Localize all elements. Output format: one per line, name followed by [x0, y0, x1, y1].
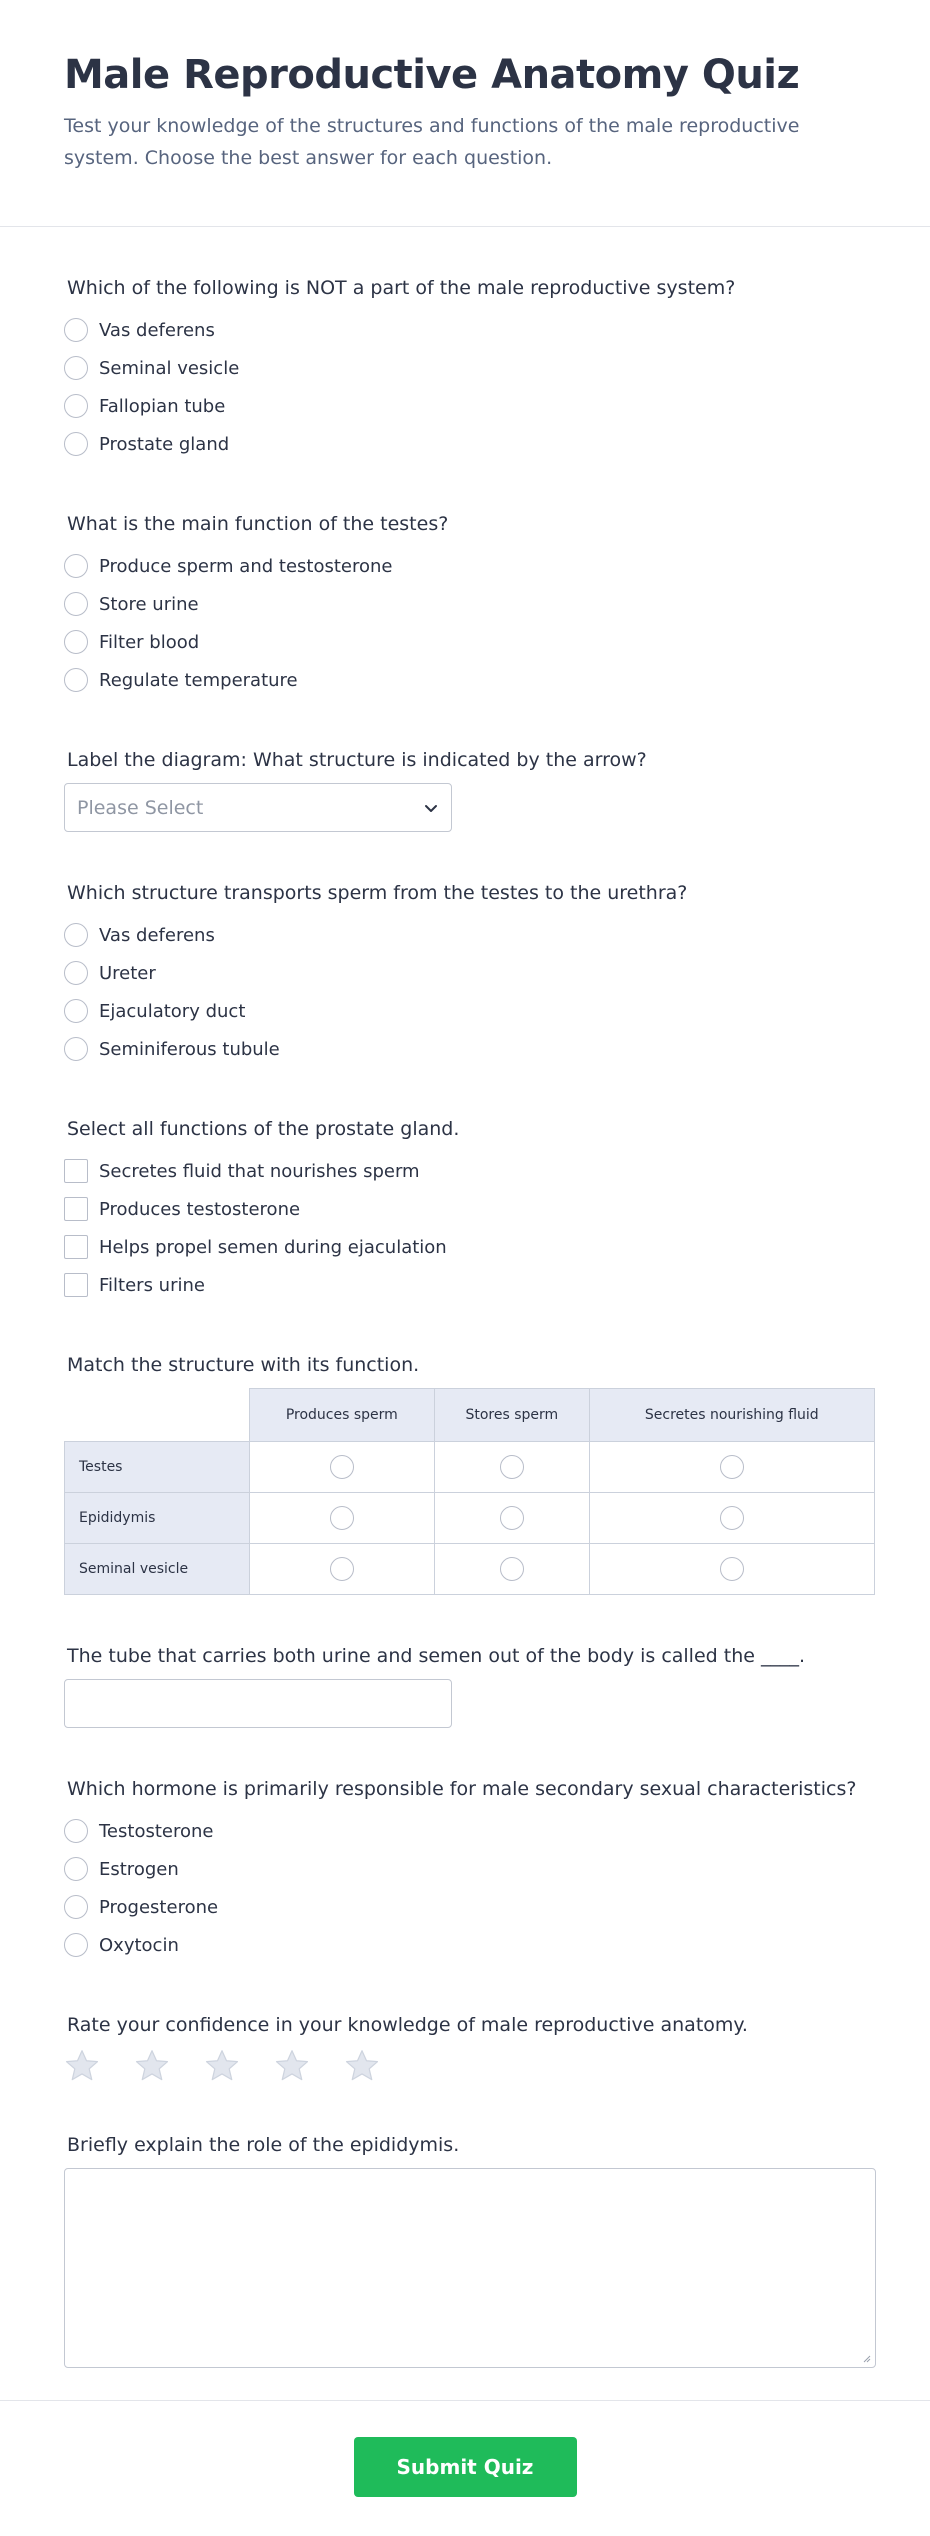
question-7: [64, 1595, 866, 1728]
question-label: The tube that carries both urine and semen out of the body is called the ____.: [67, 1645, 806, 1667]
page-title: Male Reproductive Anatomy Quiz: [64, 52, 800, 98]
form-header: [0, 0, 930, 227]
question-label: Match the structure with its function.: [67, 1354, 420, 1376]
option-label: Helps propel semen during ejaculation: [99, 1236, 447, 1258]
chevron-down-icon: [423, 800, 439, 816]
radio-button[interactable]: [64, 668, 88, 692]
radio-button[interactable]: [64, 1037, 88, 1061]
option-label: Secretes fluid that nourishes sperm: [99, 1160, 420, 1182]
radio-button[interactable]: [64, 394, 88, 418]
matrix-row: [65, 1493, 875, 1544]
option-label: Seminiferous tubule: [99, 1038, 280, 1060]
matrix-radio[interactable]: [500, 1557, 524, 1581]
option-label: Ejaculatory duct: [99, 1000, 246, 1022]
matrix-radio[interactable]: [720, 1455, 744, 1479]
radio-option[interactable]: [64, 349, 866, 387]
option-label: Estrogen: [99, 1858, 179, 1880]
question-label: Briefly explain the role of the epididymis.: [67, 2134, 460, 2156]
star-rating: [64, 2048, 866, 2084]
matrix-row-label: Testes: [65, 1442, 250, 1493]
radio-button[interactable]: [64, 1857, 88, 1881]
option-label: Store urine: [99, 593, 199, 615]
matrix-radio[interactable]: [330, 1455, 354, 1479]
question-label: Which structure transports sperm from the testes to the urethra?: [67, 882, 688, 904]
matrix-row: [65, 1544, 875, 1595]
option-label: Oxytocin: [99, 1934, 179, 1956]
matrix-radio[interactable]: [720, 1506, 744, 1530]
radio-option[interactable]: [64, 1812, 866, 1850]
option-label: Testosterone: [99, 1820, 214, 1842]
radio-button[interactable]: [64, 1933, 88, 1957]
radio-option[interactable]: [64, 1850, 866, 1888]
option-label: Ureter: [99, 962, 156, 984]
question-2: [64, 463, 866, 699]
radio-button[interactable]: [64, 999, 88, 1023]
radio-button[interactable]: [64, 630, 88, 654]
checkbox[interactable]: [64, 1159, 88, 1183]
radio-option[interactable]: [64, 585, 866, 623]
resize-grip-icon[interactable]: [861, 2353, 871, 2363]
radio-button[interactable]: [64, 923, 88, 947]
star-icon[interactable]: [274, 2048, 310, 2084]
matrix-corner: [65, 1389, 250, 1442]
form-footer: [0, 2400, 930, 2497]
question-label: What is the main function of the testes?: [67, 513, 449, 535]
question-label: Which of the following is NOT a part of the male reproductive system?: [67, 277, 736, 299]
radio-option[interactable]: [64, 387, 866, 425]
matrix-radio[interactable]: [330, 1557, 354, 1581]
radio-button[interactable]: [64, 356, 88, 380]
question-label: Rate your confidence in your knowledge of male reproductive anatomy.: [67, 2014, 748, 2036]
question-9: [64, 1964, 866, 2084]
radio-option[interactable]: [64, 954, 866, 992]
option-label: Vas deferens: [99, 924, 215, 946]
radio-option[interactable]: [64, 1030, 866, 1068]
matrix-column-header: Produces sperm: [249, 1389, 435, 1442]
structure-dropdown[interactable]: [64, 783, 452, 832]
submit-button[interactable]: Submit Quiz: [354, 2437, 577, 2497]
checkbox[interactable]: [64, 1273, 88, 1297]
matrix-row-label: Epididymis: [65, 1493, 250, 1544]
checkbox[interactable]: [64, 1197, 88, 1221]
radio-button[interactable]: [64, 432, 88, 456]
question-3: [64, 699, 866, 832]
matrix-radio[interactable]: [500, 1455, 524, 1479]
option-label: Progesterone: [99, 1896, 219, 1918]
option-label: Fallopian tube: [99, 395, 226, 417]
radio-option[interactable]: [64, 1926, 866, 1964]
matrix-radio[interactable]: [330, 1506, 354, 1530]
matrix-column-header: Stores sperm: [435, 1389, 589, 1442]
radio-button[interactable]: [64, 554, 88, 578]
matrix-row: [65, 1442, 875, 1493]
star-icon[interactable]: [204, 2048, 240, 2084]
star-icon[interactable]: [134, 2048, 170, 2084]
question-6: [64, 1304, 866, 1595]
star-icon[interactable]: [344, 2048, 380, 2084]
option-label: Produces testosterone: [99, 1198, 301, 1220]
radio-option[interactable]: [64, 425, 866, 463]
option-label: Prostate gland: [99, 433, 230, 455]
matrix-row-label: Seminal vesicle: [65, 1544, 250, 1595]
option-label: Regulate temperature: [99, 669, 298, 691]
matrix-column-header: Secretes nourishing fluid: [589, 1389, 874, 1442]
quiz-form: [0, 227, 930, 2368]
option-label: Seminal vesicle: [99, 357, 240, 379]
radio-option[interactable]: [64, 623, 866, 661]
radio-option[interactable]: [64, 547, 866, 585]
question-label: Which hormone is primarily responsible for male secondary sexual characteristics?: [67, 1778, 857, 1800]
page-subtitle: Test your knowledge of the structures and functions of the male reproductive system. Choose the best answer for each question.: [64, 115, 800, 169]
explanation-textarea[interactable]: [64, 2168, 876, 2368]
radio-option[interactable]: [64, 661, 866, 699]
dropdown-placeholder: Please Select: [77, 796, 204, 819]
checkbox[interactable]: [64, 1235, 88, 1259]
question-10: [64, 2084, 866, 2368]
option-label: Filters urine: [99, 1274, 205, 1296]
radio-button[interactable]: [64, 318, 88, 342]
question-5: [64, 1068, 866, 1304]
question-8: [64, 1728, 866, 1964]
matrix-radio[interactable]: [720, 1557, 744, 1581]
checkbox-option[interactable]: [64, 1152, 866, 1190]
checkbox-option[interactable]: [64, 1190, 866, 1228]
matrix-radio[interactable]: [500, 1506, 524, 1530]
radio-button[interactable]: [64, 1895, 88, 1919]
checkbox-option[interactable]: [64, 1228, 866, 1266]
radio-button[interactable]: [64, 1819, 88, 1843]
radio-option[interactable]: [64, 311, 866, 349]
star-icon[interactable]: [64, 2048, 100, 2084]
question-4: [64, 832, 866, 1068]
radio-option[interactable]: [64, 992, 866, 1030]
option-label: Vas deferens: [99, 319, 215, 341]
radio-option[interactable]: [64, 1888, 866, 1926]
option-label: Produce sperm and testosterone: [99, 555, 393, 577]
question-label: Label the diagram: What structure is indicated by the arrow?: [67, 749, 647, 771]
question-1: [64, 227, 866, 463]
match-matrix: [64, 1388, 875, 1595]
radio-option[interactable]: [64, 916, 866, 954]
checkbox-option[interactable]: [64, 1266, 866, 1304]
radio-button[interactable]: [64, 961, 88, 985]
answer-text-input[interactable]: [64, 1679, 452, 1728]
question-label: Select all functions of the prostate gland.: [67, 1118, 460, 1140]
option-label: Filter blood: [99, 631, 200, 653]
radio-button[interactable]: [64, 592, 88, 616]
